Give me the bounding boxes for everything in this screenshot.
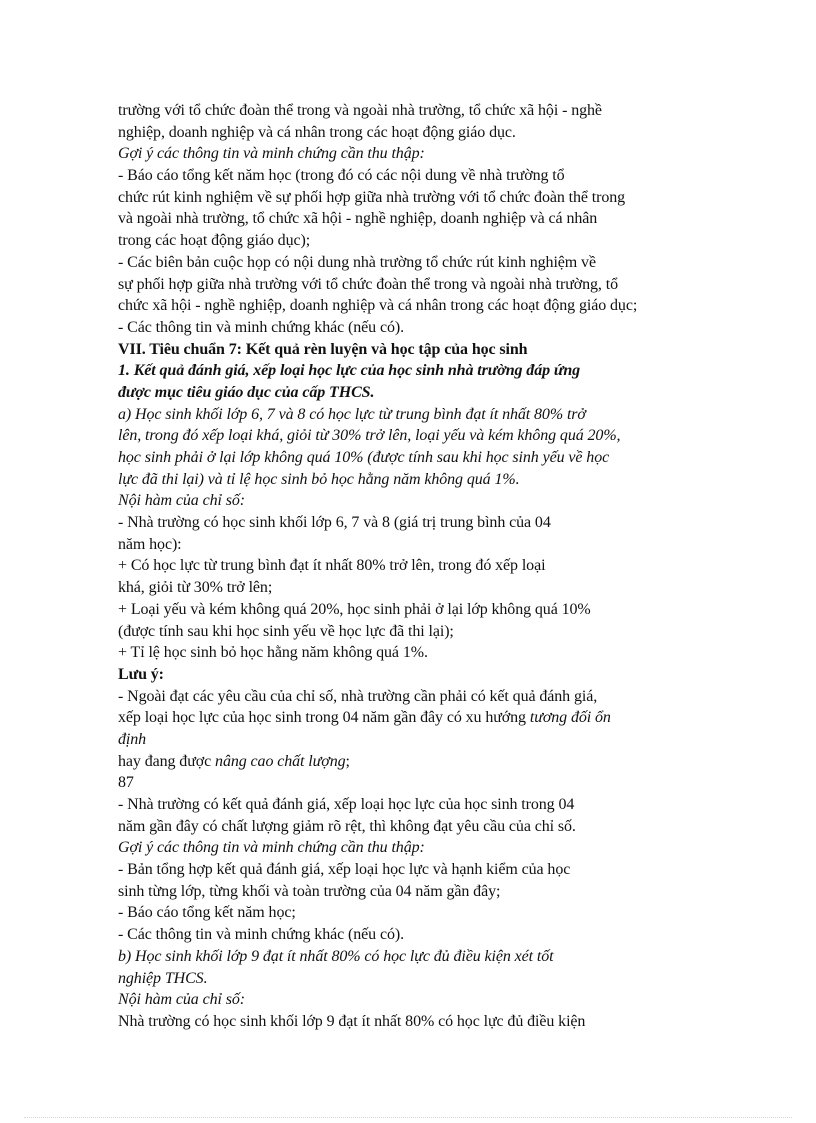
text-segment: nâng cao chất lượng [215,752,346,770]
text-line: chức xã hội - nghề nghiệp, doanh nghiệp và cá nhân trong các hoạt động giáo dục; [118,297,638,315]
text-segment: hay đang được [118,752,216,770]
text-line: - Báo cáo tổng kết năm học; [118,904,296,922]
text-line [118,751,718,773]
text-line: - Nhà trường có kết quả đánh giá, xếp loại học lực của học sinh trong 04 [118,796,575,813]
text-line: VII. Tiêu chuẩn 7: Kết quả rèn luyện và học tập của học sinh [118,340,528,358]
text-line: Lưu ý: [118,665,164,683]
text-line: lực đã thi lại) và tỉ lệ học sinh bỏ học hằng năm không quá 1%. [118,470,520,488]
text-line: Gợi ý các thông tin và minh chứng cần thu thập: [118,145,425,163]
text-line: - Các thông tin và minh chứng khác (nếu có). [118,926,404,944]
text-line: - Bản tổng hợp kết quả đánh giá, xếp loại học lực và hạnh kiểm của học [118,861,571,879]
text-line: + Loại yếu và kém không quá 20%, học sinh phải ở lại lớp không quá 10% [118,600,591,618]
page-bottom-divider [24,1117,792,1118]
text-line: Nội hàm của chỉ số: [118,492,245,510]
text-segment: ; [345,752,350,770]
text-line: lên, trong đó xếp loại khá, giỏi từ 30% trở lên, loại yếu và kém không quá 20%, [118,427,621,445]
text-line: sinh từng lớp, từng khối và toàn trường của 04 năm gần đây; [118,882,501,900]
text-line: nghiệp THCS. [118,969,208,987]
text-line: học sinh phải ở lại lớp không quá 10% (được tính sau khi học sinh yếu về học [118,449,610,466]
text-line: nghiệp, doanh nghiệp và cá nhân trong các hoạt động giáo dục. [118,123,516,141]
text-line: định [118,730,147,748]
text-line: b) Học sinh khối lớp 9 đạt ít nhất 80% có học lực đủ điều kiện xét tốt [118,947,554,965]
text-line: - Ngoài đạt các yêu cầu của chỉ số, nhà trường cần phải có kết quả đánh giá, [118,687,598,705]
text-line: năm gần đây có chất lượng giảm rõ rệt, thì không đạt yêu cầu của chỉ số. [118,817,576,835]
text-line: khá, giỏi từ 30% trở lên; [118,579,273,597]
text-line: trường với tổ chức đoàn thể trong và ngoài nhà trường, tổ chức xã hội - nghề [118,102,602,119]
text-line: - Các thông tin và minh chứng khác (nếu có). [118,318,404,336]
text-line: trong các hoạt động giáo dục); [118,232,311,250]
text-line: Gợi ý các thông tin và minh chứng cần thu thập: [118,839,425,857]
text-line: Nội hàm của chỉ số: [118,991,245,1009]
text-line [118,707,718,729]
text-line: - Nhà trường có học sinh khối lớp 6, 7 và 8 (giá trị trung bình của 04 [118,514,551,532]
text-line: (được tính sau khi học sinh yếu về học lực đã thi lại); [118,622,454,640]
text-segment: xếp loại học lực của học sinh trong 04 năm gần đây có xu hướng [118,709,530,727]
text-segment: tương đối ổn [529,709,611,727]
text-line: + Tỉ lệ học sinh bỏ học hằng năm không quá 1%. [118,644,428,662]
text-line: sự phối hợp giữa nhà trường với tổ chức đoàn thể trong và ngoài nhà trường, tổ [118,275,618,293]
text-line: năm học): [118,535,182,553]
text-line: và ngoài nhà trường, tổ chức xã hội - nghề nghiệp, doanh nghiệp và cá nhân [118,210,598,228]
text-line: 1. Kết quả đánh giá, xếp loại học lực của học sinh nhà trường đáp ứng [118,362,581,380]
text-line: - Báo cáo tổng kết năm học (trong đó có các nội dung về nhà trường tổ [118,167,565,185]
text-line: được mục tiêu giáo dục của cấp THCS. [118,383,375,401]
text-line: 87 [118,774,134,792]
text-line: + Có học lực từ trung bình đạt ít nhất 80% trở lên, trong đó xếp loại [118,557,546,575]
text-line: - Các biên bản cuộc họp có nội dung nhà trường tổ chức rút kinh nghiệm về [118,253,596,271]
document-page [118,100,718,1033]
text-line: a) Học sinh khối lớp 6, 7 và 8 có học lực từ trung bình đạt ít nhất 80% trở [118,405,586,423]
text-line: Nhà trường có học sinh khối lớp 9 đạt ít nhất 80% có học lực đủ điều kiện [118,1012,586,1030]
text-line: chức rút kinh nghiệm về sự phối hợp giữa nhà trường với tổ chức đoàn thể trong [118,188,626,206]
